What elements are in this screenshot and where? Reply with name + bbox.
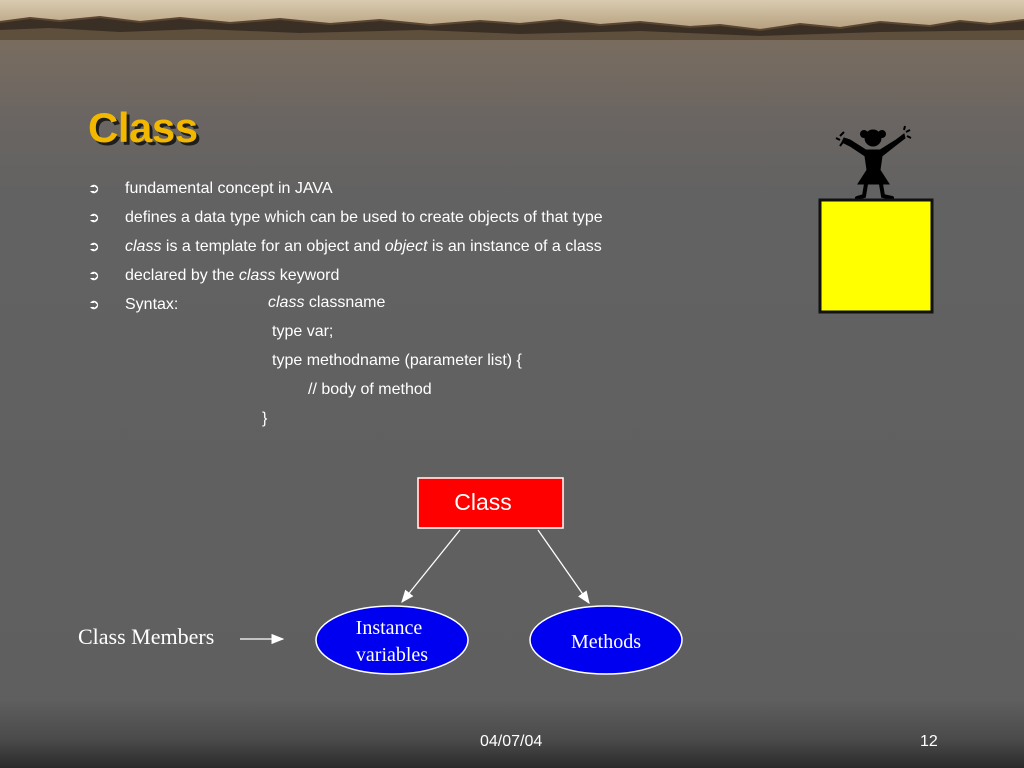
slide-title: Class — [88, 104, 198, 151]
syntax-classname: classname — [304, 294, 386, 311]
text-run: keyword — [275, 267, 340, 284]
arrow-bullet-icon: ➲ — [88, 297, 100, 313]
arrow-bullet-icon: ➲ — [88, 239, 100, 255]
syntax-keyword: class — [268, 294, 305, 311]
arrow-to-methods — [538, 530, 589, 603]
syntax-line-method: type methodname (parameter list) { — [272, 352, 522, 369]
italic-term: class — [125, 238, 162, 255]
arrow-bullet-icon: ➲ — [88, 268, 100, 284]
arrow-bullet-icon: ➲ — [88, 181, 100, 197]
arrow-bullet-icon: ➲ — [88, 210, 100, 226]
text-run: is an instance of a class — [427, 238, 602, 255]
instance-variables-label-line2: variables — [355, 644, 429, 666]
methods-label: Methods — [571, 631, 641, 653]
syntax-line-var: type var; — [272, 323, 334, 340]
syntax-line-close: } — [262, 410, 268, 427]
footer-date: 04/07/04 — [480, 733, 543, 750]
italic-term: class — [238, 267, 276, 284]
text-run: defines a data type which can be used to create objects of that type — [125, 209, 603, 226]
text-run: declared by the — [125, 267, 239, 284]
instance-variables-label-line1: Instance — [355, 617, 423, 639]
arrow-to-instance-variables — [402, 530, 460, 602]
text-run: fundamental concept in JAVA — [125, 180, 333, 197]
text-run: is a template for an object and — [161, 238, 385, 255]
slide-number: 12 — [920, 733, 938, 750]
syntax-line-body: // body of method — [308, 381, 432, 398]
class-box-label: Class — [454, 489, 512, 515]
text-run: Syntax: — [125, 296, 179, 313]
italic-term: object — [384, 238, 428, 255]
class-members-label: Class Members — [78, 624, 215, 649]
